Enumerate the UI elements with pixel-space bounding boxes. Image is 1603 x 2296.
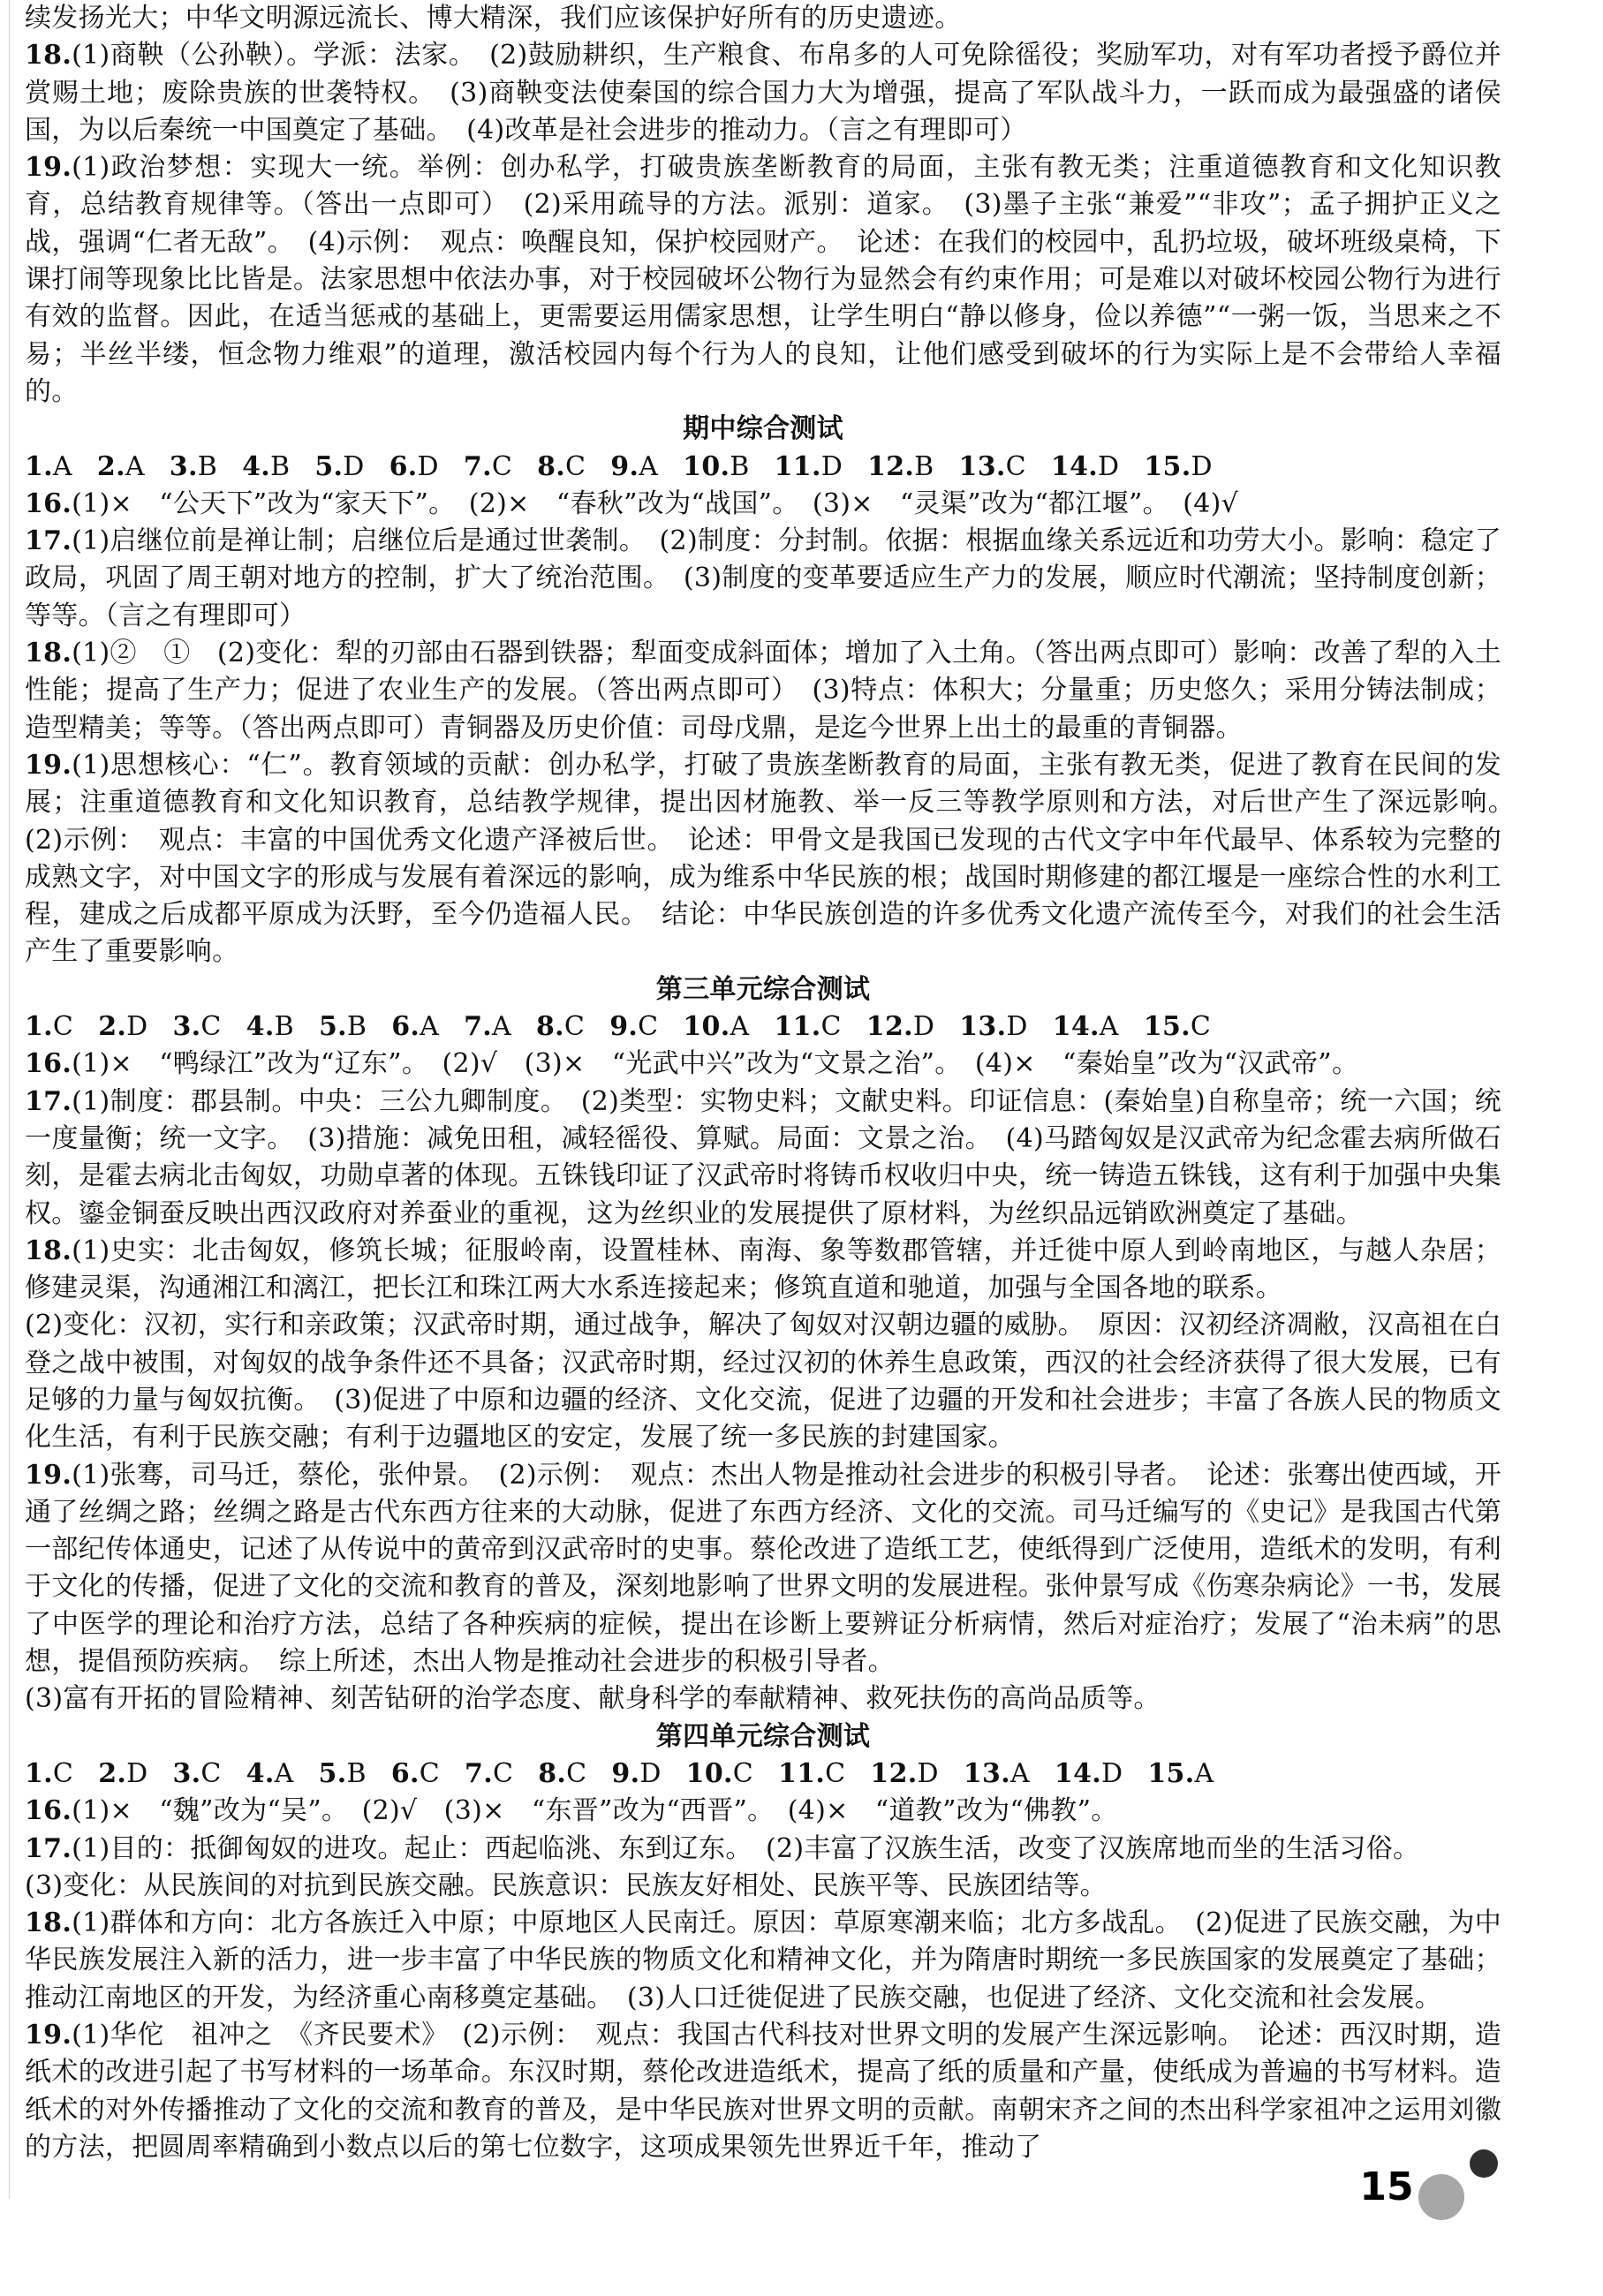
mc-item: 4.B: [242, 450, 291, 482]
mc-item: 1.A: [25, 450, 72, 482]
mc-item: 14.D: [1054, 1757, 1123, 1789]
mc-item: 8.C: [537, 450, 586, 482]
mc-item: 11.C: [778, 1757, 846, 1789]
mc-item: 9.A: [610, 450, 659, 482]
mc-answers-unit4: [25, 1756, 1501, 1793]
mc-item: 7.C: [465, 1757, 514, 1789]
answer-16: 16.(1)× “公天下”改为“家天下”。 (2)× “春秋”改为“战国”。 (3)× “灵渠”改为“都江堰”。 (4)√: [25, 487, 1239, 519]
decorative-dot-icon: [1470, 2149, 1498, 2178]
mc-item: 7.A: [464, 1011, 511, 1043]
mc-item: 5.D: [314, 450, 365, 482]
answer-19: [25, 149, 1501, 411]
answer-17-continued: (3)变化：从民族间的对抗到民族交融。民族意识：民族友好相处、民族平等、民族团结等。: [25, 1869, 1108, 1901]
mc-item: 7.C: [463, 450, 513, 482]
mc-item: 2.A: [96, 450, 145, 482]
answer-17: 17.(1)启继位前是禅让制；启继位后是通过世袭制。 (2)制度：分封制。依据：根据血缘关系远近和功劳大小。影响：稳定了政局，巩固了周王朝对地方的控制，扩大了统治范围。 (3)制度的变革要适应生产力的发展，顺应时代潮流；坚持制度创新；等等。（言之有理即可）: [25, 525, 1501, 631]
mc-item: 5.B: [318, 1011, 367, 1043]
mc-item: 5.B: [318, 1757, 367, 1789]
mc-item: 2.D: [98, 1757, 148, 1789]
mc-item: 10.A: [683, 1011, 750, 1043]
page-number: 15: [1359, 2164, 1414, 2209]
mc-answers-unit3: [25, 1008, 1501, 1046]
mc-item: 12.D: [870, 1757, 939, 1789]
mc-item: 13.D: [959, 1011, 1028, 1043]
answer-17: 17.(1)目的：抵御匈奴的进攻。起止：西起临洮、东到辽东。 (2)丰富了汉族生活，改变了汉族席地而坐的生活习俗。: [25, 1832, 1420, 1864]
answer-16: 16.(1)× “鸭绿江”改为“辽东”。 (2)√ (3)× “光武中兴”改为“文景之治”。 (4)× “秦始皇”改为“汉武帝”。: [25, 1048, 1359, 1080]
answer-text: (1)政治梦想：实现大一统。举例：创办私学，打破贵族垄断教育的局面，主张有教无类；注重道德教育和文化知识教育，总结教育规律等。（答出一点即可） (2)采用疏导的方法。派别：道家。 (3)墨子主张“兼爱”“非攻”；孟子拥护正义之战，强调“仁者无敌”。 (4)示例： 观点：唤醒良知，保护校园财产。 论述：在我们的校园中，乱扔垃圾，破坏班级桌椅，下课打闹等现象比比皆是。法家思想中依法办事，对于校园破坏公物行为显然会有约束作用；可是难以对破坏校园公物行为进行有效的监督。因此，在适当惩戒的基础上，更需要运用儒家思想，让学生明白“静以修身，俭以养德”“一粥一饭，当思来之不易；半丝半缕，恒念物力维艰”的道理，激活校园内每个行为人的良知，让他们感受到破坏的行为实际上是不会带给人幸福的。: [25, 152, 1501, 407]
mc-item: 14.D: [1050, 450, 1120, 482]
answer-17: 17.(1)制度：郡县制。中央：三公九卿制度。 (2)类型：实物史料；文献史料。印证信息：(秦始皇)自称皇帝；统一六国；统一度量衡；统一文字。 (3)措施：减免田租，减轻徭役、算赋。局面：文景之治。 (4)马踏匈奴是汉武帝为纪念霍去病所做石刻，是霍去病北击匈奴，功勋卓著的体现。五铢钱印证了汉武帝时将铸币权收归中央，统一铸造五铢钱，这有利于加强中央集权。鎏金铜蚕反映出西汉政府对养蚕业的重视，这为丝织业的发展提供了原材料，为丝织品远销欧洲奠定了基础。: [25, 1085, 1501, 1229]
mc-item: 3.B: [169, 450, 218, 482]
text-line: 续发扬光大；中华文明源远流长、博大精深，我们应该保护好所有的历史遗迹。: [25, 3, 962, 34]
section-title-midterm: 期中综合测试: [683, 413, 843, 445]
mc-item: 6.D: [389, 450, 439, 482]
answer-18: 18.(1)② ① (2)变化：犁的刃部由石器到铁器；犁面变成斜面体；增加了入土角。（答出两点即可）影响：改善了犁的入土性能；提高了生产力；促进了农业生产的发展。（答出两点即可） (3)特点：体积大；分量重；历史悠久；采用分铸法制成；造型精美；等等。（答出两点即可）青铜器及历史价值：司母戊鼎，是迄今世界上出土的最重的青铜器。: [25, 638, 1501, 744]
mc-item: 11.C: [774, 1011, 842, 1043]
section-title-unit4: 第四单元综合测试: [655, 1720, 871, 1752]
mc-item: 11.D: [774, 450, 843, 482]
mc-item: 15.C: [1143, 1011, 1212, 1043]
mc-item: 13.C: [958, 450, 1026, 482]
mc-item: 8.C: [538, 1757, 587, 1789]
section-title-unit3: 第三单元综合测试: [655, 973, 871, 1005]
mc-item: 6.C: [390, 1757, 441, 1789]
answer-page: [25, 0, 1529, 2296]
mc-item: 1.C: [25, 1757, 74, 1789]
mc-answers-midterm: [25, 449, 1501, 486]
answer-19: 19.(1)张骞，司马迁，蔡伦，张仲景。 (2)示例： 观点：杰出人物是推动社会进步的积极引导者。 论述：张骞出使西域，开通了丝绸之路；丝绸之路是古代东西方往来的大动脉，促进了东西方经济、文化的交流。司马迁编写的《史记》是我国古代第一部纪传体通史，记述了从传说中的黄帝到汉武帝时的史事。蔡伦改进了造纸工艺，使纸得到广泛使用，造纸术的发明，有利于文化的传播，促进了文化的交流和教育的普及，深刻地影响了世界文明的发展进程。张仲景写成《伤寒杂病论》一书，发展了中医学的理论和治疗方法，总结了各种疾病的症候，提出在诊断上要辨证分析病情，然后对症治疗；发展了“治未病”的思想，提倡预防疾病。 综上所述，杰出人物是推动社会进步的积极引导者。: [25, 1459, 1501, 1678]
answer-text: (1)商鞅（公孙鞅）。学派：法家。 (2)鼓励耕织，生产粮食、布帛多的人可免除徭役；奖励军功，对有军功者授予爵位并赏赐土地；废除贵族的世袭特权。 (3)商鞅变法使秦国的综合国力大为增强，提高了军队战斗力，一跃而成为最强盛的诸侯国，为以后秦统一中国奠定了基础。 (4)改革是社会进步的推动力。（言之有理即可）: [25, 40, 1501, 146]
mc-item: 8.C: [536, 1011, 586, 1043]
mc-item: 10.C: [685, 1757, 754, 1789]
mc-item: 12.B: [867, 450, 934, 482]
mc-item: 15.A: [1147, 1757, 1214, 1789]
mc-item: 10.B: [683, 450, 750, 482]
mc-item: 4.B: [246, 1011, 294, 1043]
mc-item: 1.C: [25, 1011, 74, 1043]
answer-18: 18.(1)史实：北击匈奴，修筑长城；征服岭南，设置桂林、南海、象等数郡管辖，并迁徙中原人到岭南地区，与越人杂居；修建灵渠，沟通湘江和漓江，把长江和珠江两大水系连接起来；修筑直道和驰道，加强与全国各地的联系。: [25, 1235, 1501, 1304]
decorative-dot-icon: [1418, 2174, 1464, 2220]
left-margin-rule: [9, 0, 10, 2199]
mc-item: 4.A: [246, 1757, 294, 1789]
answer-18-continued: (2)变化：汉初，实行和亲政策；汉武帝时期，通过战争，解决了匈奴对汉朝边疆的威胁。 原因：汉初经济凋敝，汉高祖在白登之战中被围，对匈奴的战争条件还不具备；汉武帝时期，经过汉初的休养生息政策，西汉的社会经济获得了很大发展，已有足够的力量与匈奴抗衡。 (3)促进了中原和边疆的经济、文化交流，促进了边疆的开发和社会进步；丰富了各族人民的物质文化生活，有利于民族交融；有利于边疆地区的安定，发展了统一多民族的封建国家。: [25, 1310, 1501, 1454]
mc-item: 15.D: [1144, 450, 1213, 482]
mc-item: 9.C: [609, 1011, 659, 1043]
mc-item: 14.A: [1052, 1011, 1119, 1043]
answer-18: 18.(1)群体和方向：北方各族迁入中原；中原地区人民南迁。原因：草原寒潮来临；北方多战乱。 (2)促进了民族交融，为中华民族发展注入新的活力，进一步丰富了中华民族的物质文化和精神文化，并为隋唐时期统一多民族国家的发展奠定了基础；推动江南地区的开发，为经济重心南移奠定基础。 (3)人口迁徙促进了民族交融，也促进了经济、文化交流和社会发展。: [25, 1907, 1501, 2013]
mc-item: 13.A: [963, 1757, 1030, 1789]
mc-item: 3.C: [172, 1757, 222, 1789]
answer-19: 19.(1)华佗 祖冲之 《齐民要术》 (2)示例： 观点：我国古代科技对世界文明的发展产生深远影响。 论述：西汉时期，造纸术的改进引起了书写材料的一场革命。东汉时期，蔡伦改进造纸术，提高了纸的质量和产量，使纸成为普遍的书写材料。造纸术的对外传播推动了文化的交流和教育的普及，是中华民族对世界文明的贡献。南朝宋齐之间的杰出科学家祖冲之运用刘徽的方法，把圆周率精确到小数点以后的第七位数字，这项成果领先世界近千年，推动了: [25, 2020, 1501, 2163]
mc-item: 3.C: [172, 1011, 222, 1043]
question-number: 18.: [25, 40, 72, 72]
answer-19-continued: (3)富有开拓的冒险精神、刻苦钻研的治学态度、献身科学的奉献精神、救死扶伤的高尚品质等。: [25, 1683, 1161, 1715]
mc-item: 6.A: [391, 1011, 440, 1043]
answer-18: [25, 37, 1501, 149]
mc-item: 12.D: [866, 1011, 935, 1043]
mc-item: 2.D: [98, 1011, 148, 1043]
mc-item: 9.D: [611, 1757, 662, 1789]
question-number: 19.: [25, 152, 72, 184]
answer-19: 19.(1)思想核心：“仁”。教育领域的贡献：创办私学，打破了贵族垄断教育的局面，主张有教无类，促进了教育在民间的发展；注重道德教育和文化知识教育，总结教学规律，提出因材施教、举一反三等教学原则和方法，对后世产生了深远影响。 (2)示例： 观点：丰富的中国优秀文化遗产泽被后世。 论述：甲骨文是我国已发现的古代文字中年代最早、体系较为完整的成熟文字，对中国文字的形成与发展有着深远的影响，成为维系中华民族的根；战国时期修建的都江堰是一座综合性的水利工程，建成之后成都平原成为沃野，至今仍造福人民。 结论：中华民族创造的许多优秀文化遗产流传至今，对我们的社会生活产生了重要影响。: [25, 749, 1529, 968]
answer-16: 16.(1)× “魏”改为“吴”。 (2)√ (3)× “东晋”改为“西晋”。 (4)× “道教”改为“佛教”。: [25, 1795, 1118, 1827]
